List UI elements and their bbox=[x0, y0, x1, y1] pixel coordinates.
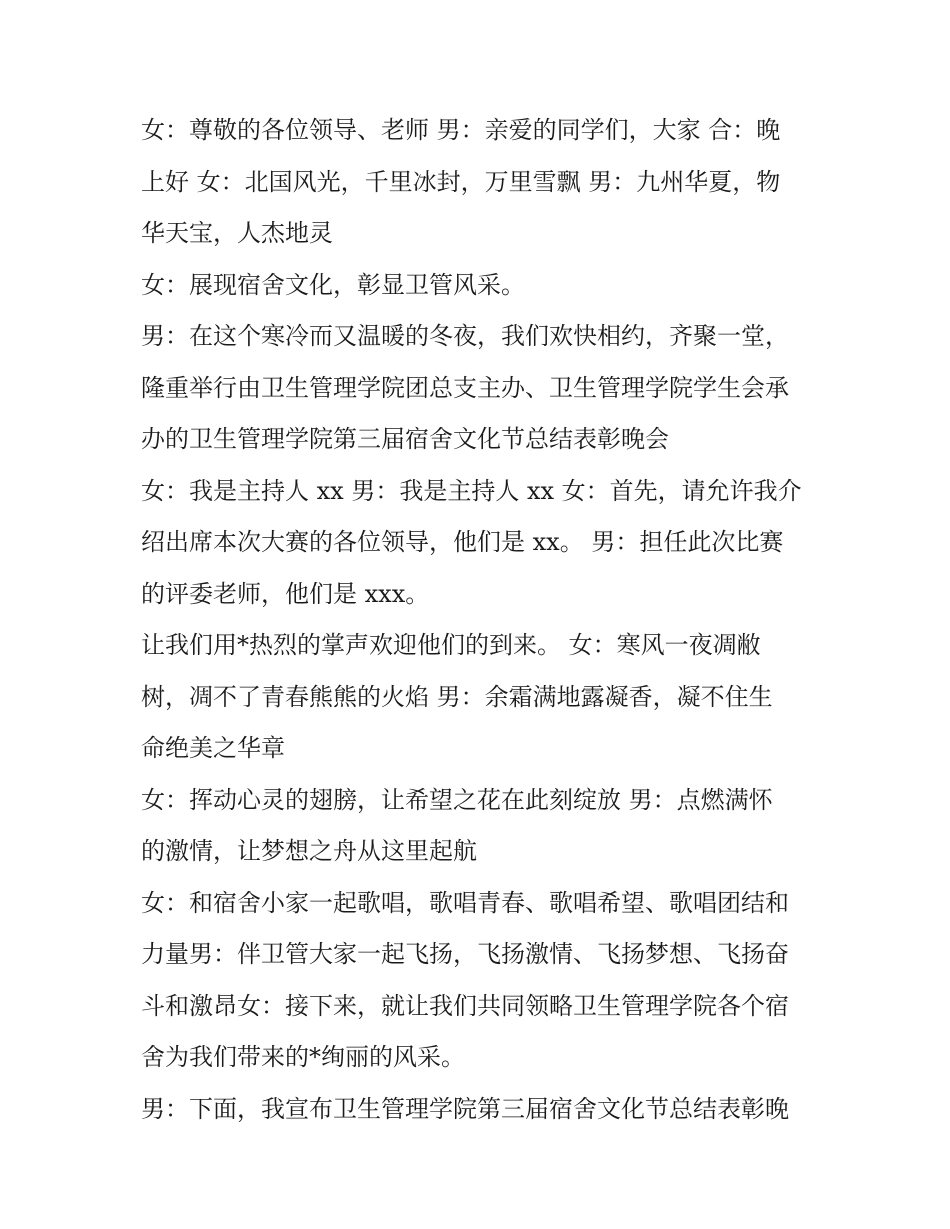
text-line: 女：和宿舍小家一起歌唱，歌唱青春、歌唱希望、歌唱团结和 bbox=[141, 888, 789, 917]
paragraph-event-intro bbox=[141, 311, 821, 466]
text-line: 的激情，让梦想之舟从这里起航 bbox=[141, 837, 477, 865]
paragraph-singing bbox=[141, 878, 821, 1084]
text-line: 斗和激昂女：接下来，就让我们共同领略卫生管理学院各个宿 bbox=[141, 991, 789, 1020]
paragraph-welcome bbox=[141, 620, 821, 775]
paragraph-announcement bbox=[141, 1084, 821, 1136]
document-body bbox=[141, 105, 821, 1135]
text-line: 女：尊敬的各位领导、老师 男：亲爱的同学们，大家 合：晚 bbox=[141, 116, 781, 144]
text-line: 女：展现宿舍文化，彰显卫管风采。 bbox=[141, 270, 525, 299]
text-line: 树，凋不了青春熊熊的火焰 男：余霜满地露凝香，凝不住生 bbox=[141, 682, 773, 711]
text-line: 力量男：伴卫管大家一起飞扬，飞扬激情、飞扬梦想、飞扬奋 bbox=[141, 940, 789, 968]
text-line: 办的卫生管理学院第三届宿舍文化节总结表彰晚会 bbox=[141, 425, 669, 453]
text-line: 命绝美之华章 bbox=[141, 734, 285, 762]
text-line: 华天宝，人杰地灵 bbox=[141, 219, 333, 247]
text-line: 女：挥动心灵的翅膀，让希望之花在此刻绽放 男：点燃满怀 bbox=[141, 785, 773, 814]
text-line: 绍出席本次大赛的各位领导，他们是 xx。 男：担任此次比赛 bbox=[141, 528, 784, 556]
text-line: 舍为我们带来的*绚丽的风采。 bbox=[141, 1043, 465, 1071]
text-line: 隆重举行由卫生管理学院团总支主办、卫生管理学院学生会承 bbox=[141, 373, 789, 402]
paragraph-theme bbox=[141, 260, 821, 312]
text-line: 上好 女：北国风光，千里冰封，万里雪飘 男：九州华夏，物 bbox=[141, 167, 781, 196]
text-line: 男：在这个寒冷而又温暖的冬夜，我们欢快相约，齐聚一堂， bbox=[141, 322, 789, 350]
text-line: 男：下面，我宣布卫生管理学院第三届宿舍文化节总结表彰晚 bbox=[141, 1094, 789, 1123]
text-line: 让我们用*热烈的掌声欢迎他们的到来。 女：寒风一夜凋敝 bbox=[141, 631, 761, 659]
paragraph-dream bbox=[141, 775, 821, 878]
paragraph-host-intro bbox=[141, 466, 821, 621]
paragraph-opening-greeting bbox=[141, 105, 821, 260]
text-line: 的评委老师，他们是 xxx。 bbox=[141, 579, 430, 608]
text-line: 女：我是主持人 xx 男：我是主持人 xx 女：首先，请允许我介 bbox=[141, 476, 802, 505]
